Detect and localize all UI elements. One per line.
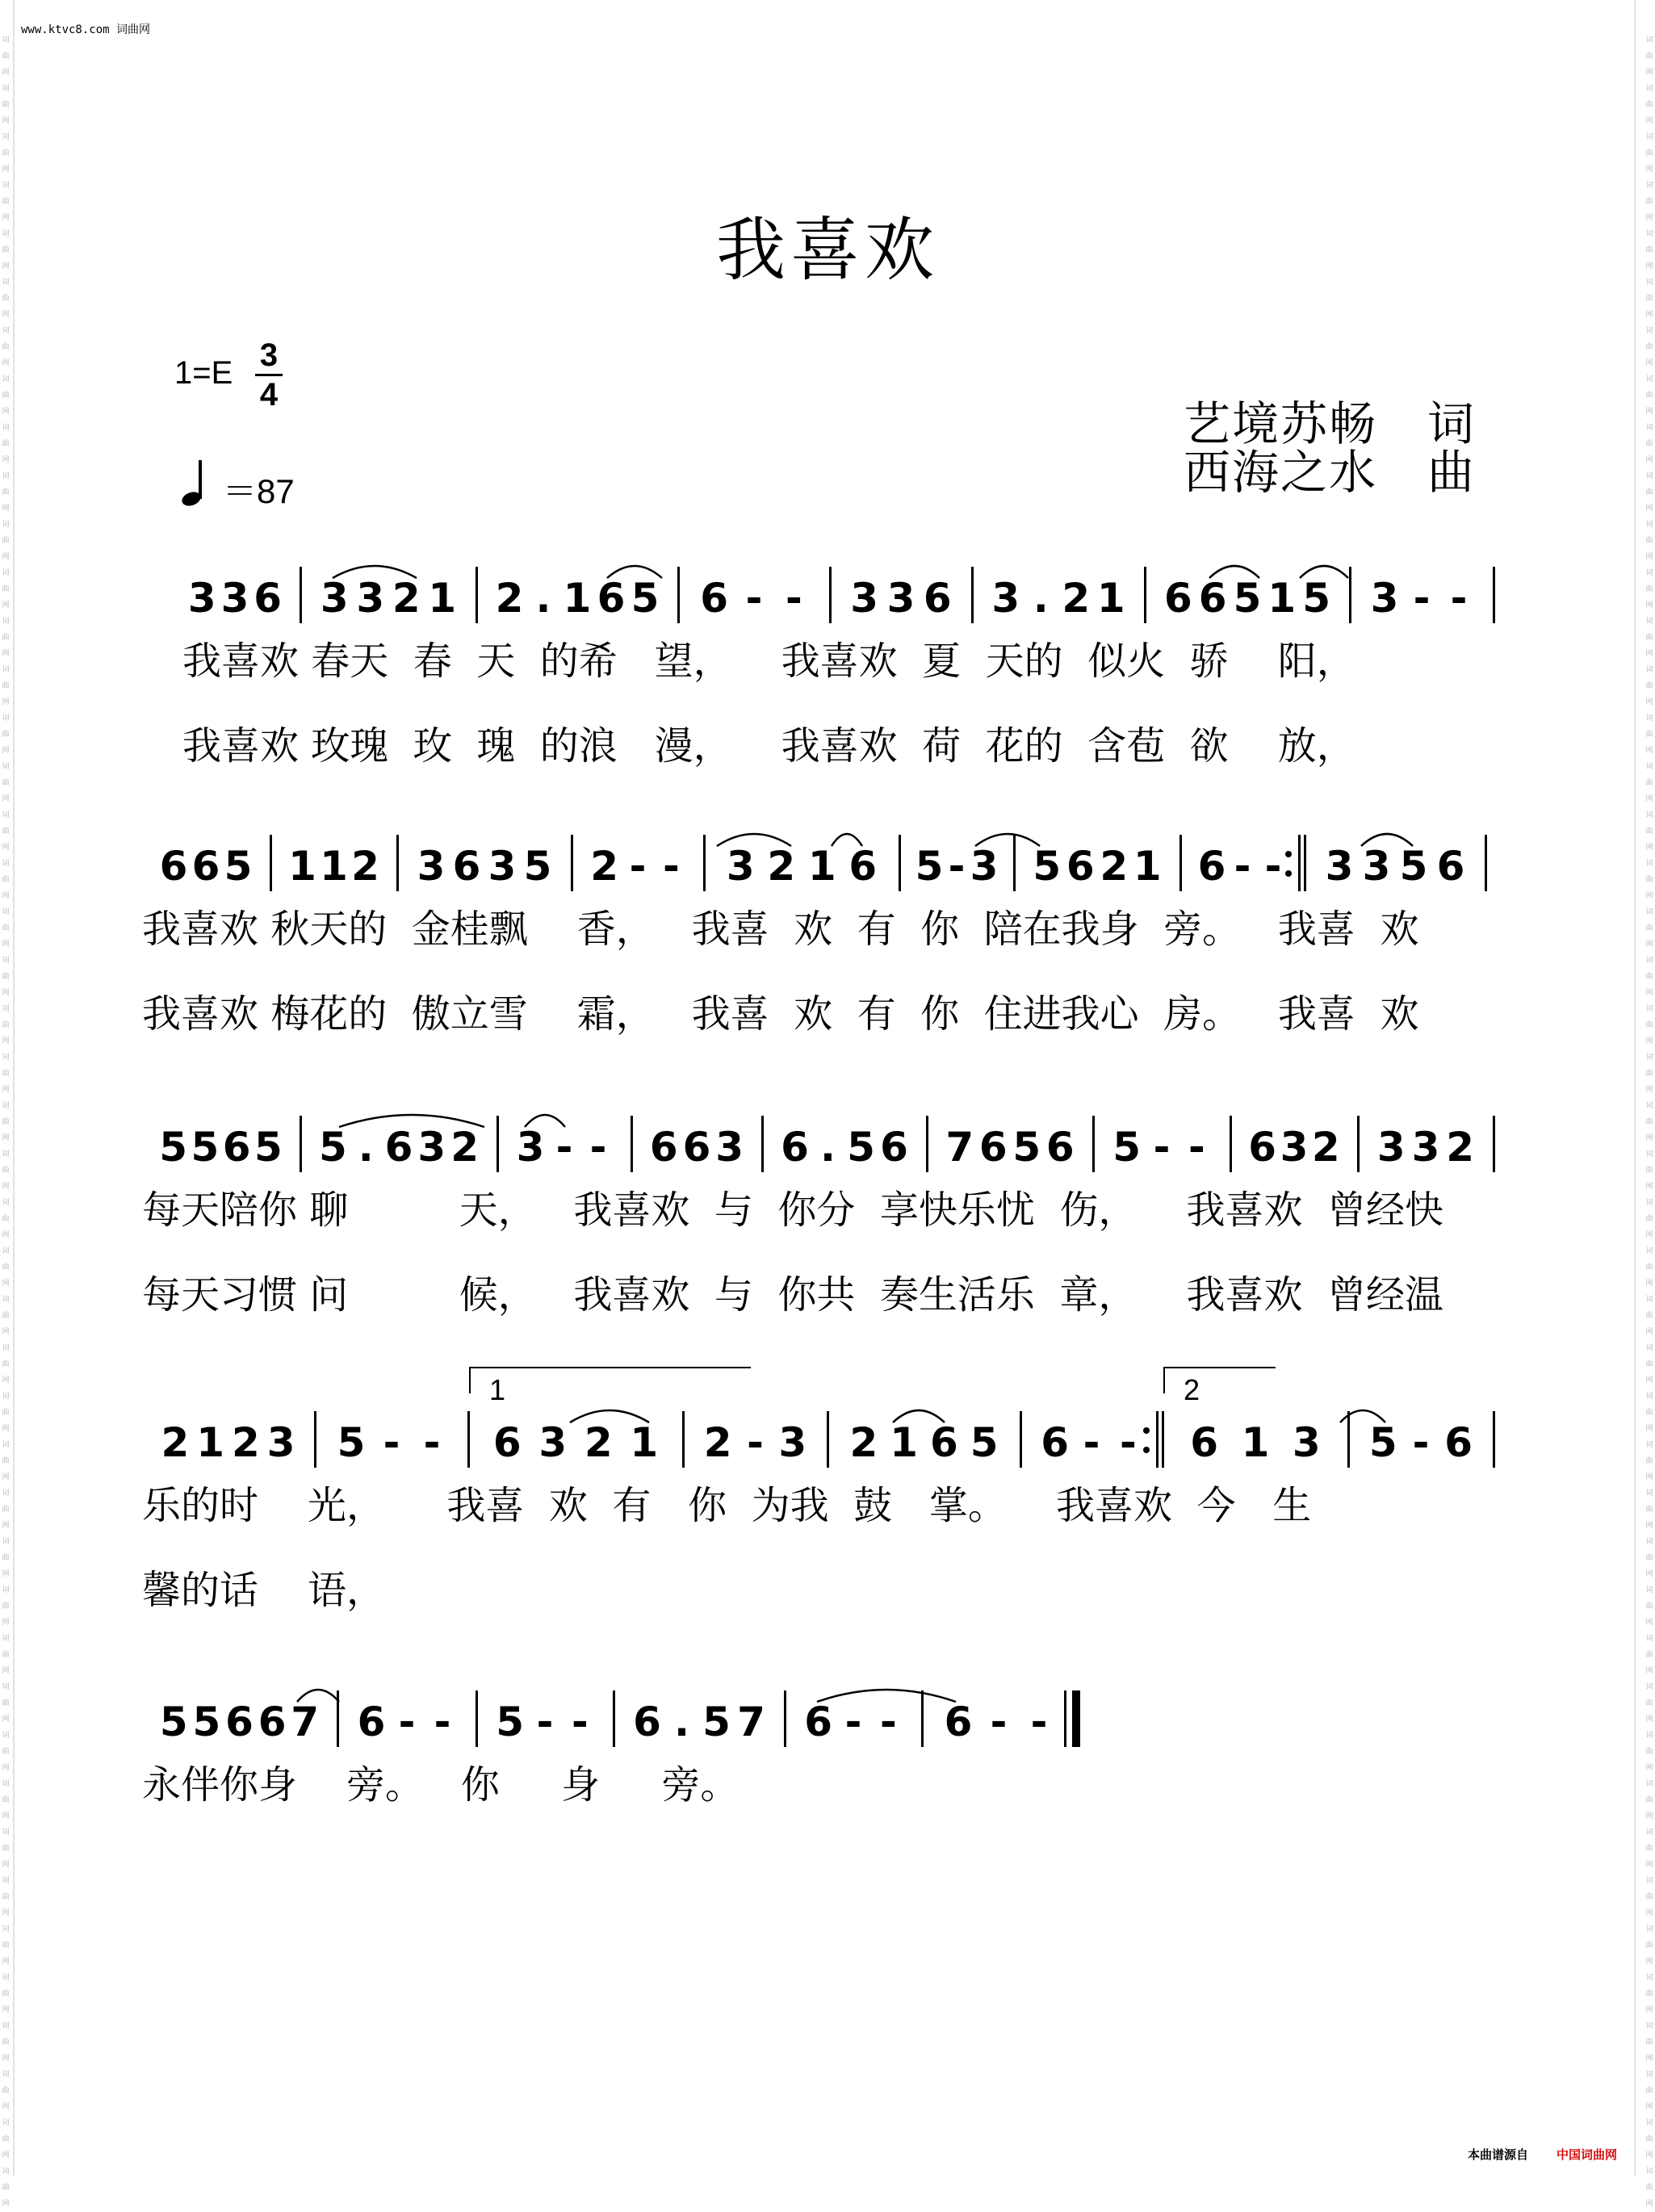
bar-line — [899, 835, 901, 891]
bar-line — [703, 835, 706, 891]
repeat-dot — [1285, 870, 1292, 877]
note-s3-m1-2: - — [423, 1419, 441, 1466]
note-s1-m0-0: 6 — [159, 843, 188, 890]
note-s0-m6-2: 5 — [1233, 575, 1262, 622]
note-s4-m0-3: 6 — [258, 1699, 287, 1745]
side-watermark-right: 词曲网词曲网词曲网词曲网词曲网词曲网词曲网词曲网词曲网词曲网词曲网词曲网词曲网词曲网词曲网词曲网词曲网词曲网词曲网词曲网词曲网词曲网词曲网词曲网词曲网词曲网词曲网词曲网词曲网词曲网词曲网词曲网词曲网词曲网词曲网词曲网词曲网词曲网词曲网词曲网词曲网词曲网词曲网词曲网词曲网 — [1645, 36, 1653, 2208]
bar-line — [613, 1690, 615, 1747]
note-s3-m2-1: 3 — [538, 1419, 568, 1466]
note-s0-m4-1: 3 — [886, 575, 915, 622]
note-s1-m3-2: - — [662, 843, 680, 890]
note-s4-m0-4: 7 — [291, 1699, 320, 1745]
note-s2-m5-1: 6 — [978, 1124, 1008, 1171]
note-s4-m2-1: - — [536, 1699, 554, 1745]
note-s3-m2-0: 6 — [492, 1419, 522, 1466]
note-s2-m7-2: 2 — [1311, 1124, 1340, 1171]
note-s3-m3-1: - — [747, 1419, 764, 1466]
note-s1-m4-1: 2 — [767, 843, 796, 890]
volta-bracket-2 — [1164, 1368, 1276, 1393]
note-s1-m4-3: 6 — [848, 843, 878, 890]
bar-line — [1020, 1411, 1022, 1468]
note-s3-m7-2: 6 — [1444, 1419, 1473, 1466]
bar-line — [300, 567, 302, 623]
lyric-line: 每天习惯 问 候， 我喜欢 与 你共 奏生活乐 章， 我喜欢 曾经温 — [142, 1272, 1443, 1318]
note-s1-m4-0: 3 — [726, 843, 755, 890]
bar-line — [467, 1411, 470, 1468]
note-s0-m6-3: 1 — [1267, 575, 1297, 622]
repeat-line — [1156, 1411, 1158, 1468]
note-s1-m7-2: - — [1264, 843, 1282, 890]
note-s0-m1-3: 1 — [428, 575, 457, 622]
footer-source: 本曲谱源自 — [1468, 2147, 1529, 2162]
note-s4-m3-1: . — [674, 1699, 689, 1745]
note-s0-m2-3: 6 — [597, 575, 626, 622]
note-s4-m5-2: - — [1030, 1699, 1048, 1745]
note-s0-m2-0: 2 — [495, 575, 524, 622]
repeat-dot — [1285, 851, 1292, 857]
note-s4-m3-0: 6 — [633, 1699, 661, 1745]
note-s2-m5-0: 7 — [945, 1124, 974, 1171]
note-s3-m4-3: 5 — [970, 1419, 999, 1466]
note-s3-m2-2: 2 — [584, 1419, 613, 1466]
note-s4-m4-2: - — [879, 1699, 897, 1745]
bar-line — [476, 567, 478, 623]
side-watermark-left: 词曲网词曲网词曲网词曲网词曲网词曲网词曲网词曲网词曲网词曲网词曲网词曲网词曲网词曲网词曲网词曲网词曲网词曲网词曲网词曲网词曲网词曲网词曲网词曲网词曲网词曲网词曲网词曲网词曲网词曲网词曲网词曲网词曲网词曲网词曲网词曲网词曲网词曲网词曲网词曲网词曲网词曲网词曲网词曲网词曲网 — [2, 36, 10, 2208]
note-s2-m7-1: 3 — [1280, 1124, 1309, 1171]
bar-line — [270, 835, 272, 891]
note-s0-m5-3: 1 — [1096, 575, 1125, 622]
lyric-line: 每天陪你 聊 天， 我喜欢 与 你分 享快乐忧 伤， 我喜欢 曾经快 — [142, 1188, 1443, 1233]
note-s4-m2-2: - — [571, 1699, 589, 1745]
note-s3-m0-3: 3 — [266, 1419, 295, 1466]
note-s0-m0-0: 3 — [187, 575, 216, 622]
bar-final — [1072, 1690, 1080, 1747]
note-s0-m6-1: 6 — [1198, 575, 1227, 622]
bar-line — [314, 1411, 316, 1468]
note-s1-m1-1: 1 — [320, 843, 348, 890]
note-s0-m7-2: - — [1450, 575, 1468, 622]
note-s1-m8-2: 5 — [1399, 843, 1428, 890]
note-s3-m4-1: 1 — [890, 1419, 919, 1466]
bar-thin — [1064, 1690, 1066, 1747]
note-s4-m0-1: 5 — [192, 1699, 221, 1745]
note-s1-m8-0: 3 — [1325, 843, 1354, 890]
note-s1-m2-0: 3 — [417, 843, 446, 890]
note-s1-m7-0: 6 — [1197, 843, 1226, 890]
note-s0-m2-2: 1 — [563, 575, 592, 622]
bar-line — [1179, 835, 1182, 891]
note-s3-m4-2: 6 — [929, 1419, 958, 1466]
lyric-line: 乐的时 光， 我喜 欢 有 你 为我 鼓 掌。 我喜欢 今 生 — [142, 1483, 1312, 1528]
meter-bottom: 4 — [259, 377, 279, 413]
note-s3-m5-1: - — [1083, 1419, 1100, 1466]
bar-line — [971, 567, 974, 623]
note-s0-m1-1: 3 — [356, 575, 385, 622]
site-url[interactable]: www.ktvc8.com 词曲网 — [21, 23, 151, 36]
note-s0-m7-1: - — [1413, 575, 1431, 622]
bar-line — [784, 1690, 786, 1747]
note-s0-m1-2: 2 — [392, 575, 421, 622]
note-s0-m4-0: 3 — [850, 575, 879, 622]
note-s2-m0-1: 5 — [191, 1124, 220, 1171]
lyric-line: 永伴你身 旁。 你 身 旁。 — [142, 1762, 740, 1808]
note-s2-m4-0: 6 — [781, 1124, 809, 1171]
bar-line — [1357, 1116, 1360, 1172]
composer-role: 曲 — [1427, 445, 1477, 500]
note-s1-m7-1: - — [1234, 843, 1251, 890]
note-s4-m5-1: - — [990, 1699, 1008, 1745]
note-s4-m4-0: 6 — [804, 1699, 833, 1745]
note-s2-m8-0: 3 — [1376, 1124, 1406, 1171]
lyric-line: 馨的话 语， — [142, 1568, 386, 1613]
bar-line — [1349, 567, 1351, 623]
note-s2-m1-2: 6 — [384, 1124, 413, 1171]
lyric-line: 我喜欢 梅花的 傲立雪 霜， 我喜 欢 有 你 住进我心 房。 我喜 欢 — [142, 991, 1419, 1037]
bar-line — [1230, 1116, 1232, 1172]
note-s3-m6-2: 3 — [1292, 1419, 1321, 1466]
note-s2-m4-3: 6 — [880, 1124, 908, 1171]
note-s1-m3-0: 2 — [590, 843, 619, 890]
note-s2-m0-3: 5 — [253, 1124, 283, 1171]
note-s4-m1-1: - — [398, 1699, 416, 1745]
note-s3-m5-2: - — [1119, 1419, 1137, 1466]
volta-number-1: 1 — [489, 1373, 506, 1406]
note-s2-m2-0: 3 — [516, 1124, 545, 1171]
bar-line — [682, 1411, 685, 1468]
note-s3-m7-1: - — [1412, 1419, 1430, 1466]
note-s3-m3-2: 3 — [778, 1419, 807, 1466]
note-s4-m2-0: 5 — [496, 1699, 525, 1745]
note-s1-m2-1: 6 — [452, 843, 481, 890]
note-s1-m4-2: 1 — [807, 843, 836, 890]
note-s1-m2-3: 5 — [523, 843, 552, 890]
lyric-line: 我喜欢 玫瑰 玫 瑰 的浪 漫， 我喜欢 荷 花的 含苞 欲 放， — [182, 723, 1355, 769]
meter-top: 3 — [259, 337, 279, 373]
volta-number-2: 2 — [1184, 1373, 1200, 1406]
note-s2-m8-2: 2 — [1446, 1124, 1475, 1171]
note-s3-m6-0: 6 — [1190, 1419, 1219, 1466]
bar-line — [677, 567, 680, 623]
repeat-line — [1298, 835, 1301, 891]
bar-line — [926, 1116, 928, 1172]
note-s2-m0-2: 6 — [222, 1124, 251, 1171]
note-s4-m3-2: 5 — [702, 1699, 731, 1745]
note-s2-m1-1: . — [358, 1124, 374, 1171]
note-s3-m0-0: 2 — [161, 1419, 190, 1466]
bar-line — [300, 1116, 302, 1172]
note-s0-m4-2: 6 — [923, 575, 952, 622]
bar-line — [1144, 567, 1146, 623]
note-s2-m5-3: 6 — [1045, 1124, 1075, 1171]
note-s0-m6-0: 6 — [1164, 575, 1192, 622]
note-s1-m5-1: - — [948, 843, 966, 890]
note-s1-m1-2: 2 — [351, 843, 379, 890]
note-s1-m6-2: 2 — [1100, 843, 1129, 890]
note-s0-m2-1: . — [535, 575, 551, 622]
note-s2-m0-0: 5 — [159, 1124, 188, 1171]
note-s2-m4-1: . — [820, 1124, 836, 1171]
note-s0-m2-4: 5 — [631, 575, 660, 622]
note-s0-m3-2: - — [785, 575, 802, 622]
key-signature: 1=E — [174, 355, 233, 391]
note-s0-m5-0: 3 — [991, 575, 1020, 622]
note-s2-m2-1: - — [555, 1124, 573, 1171]
note-s0-m5-2: 2 — [1062, 575, 1091, 622]
note-s1-m6-0: 5 — [1033, 843, 1062, 890]
note-s1-m5-0: 5 — [915, 843, 944, 890]
bar-line — [571, 835, 573, 891]
bar-line — [1347, 1411, 1350, 1468]
tempo-marking: ＝87 — [223, 472, 295, 510]
note-s2-m1-4: 2 — [450, 1124, 479, 1171]
bar-line — [1493, 567, 1495, 623]
note-s3-m1-0: 5 — [337, 1419, 366, 1466]
song-title: 我喜欢 — [716, 210, 939, 291]
note-s0-m3-0: 6 — [700, 575, 729, 622]
note-s3-m4-0: 2 — [849, 1419, 878, 1466]
note-s1-m8-1: 3 — [1362, 843, 1391, 890]
note-s3-m3-0: 2 — [703, 1419, 732, 1466]
note-s2-m4-2: 5 — [847, 1124, 875, 1171]
bar-line — [631, 1116, 633, 1172]
note-s3-m7-0: 5 — [1368, 1419, 1397, 1466]
note-s1-m8-3: 6 — [1436, 843, 1465, 890]
note-s4-m0-2: 6 — [225, 1699, 253, 1745]
note-s0-m1-0: 3 — [320, 575, 349, 622]
bar-line — [497, 1116, 499, 1172]
note-s0-m0-1: 3 — [220, 575, 249, 622]
bar-line — [1013, 835, 1016, 891]
note-s4-m3-3: 7 — [737, 1699, 765, 1745]
note-s2-m3-1: 6 — [682, 1124, 711, 1171]
note-s0-m0-2: 6 — [253, 575, 283, 622]
bar-line — [829, 567, 832, 623]
note-s2-m8-1: 3 — [1411, 1124, 1440, 1171]
repeat-dot — [1143, 1427, 1150, 1434]
note-s4-m1-0: 6 — [357, 1699, 386, 1745]
lyric-line: 我喜欢 春天 春 天 的希 望， 我喜欢 夏 天的 似火 骄 阳， — [182, 639, 1355, 684]
note-s0-m3-1: - — [745, 575, 763, 622]
note-s2-m3-0: 6 — [649, 1124, 678, 1171]
lyricist-name: 艺境苏畅 — [1184, 396, 1378, 451]
repeat-dot — [1143, 1447, 1150, 1453]
lyric-line: 我喜欢 秋天的 金桂飘 香， 我喜 欢 有 你 陪在我身 旁。 我喜 欢 — [142, 907, 1419, 952]
note-s2-m6-0: 5 — [1112, 1124, 1142, 1171]
note-s1-m6-1: 6 — [1066, 843, 1095, 890]
note-s1-m5-2: 3 — [970, 843, 999, 890]
bar-line — [1485, 835, 1487, 891]
note-s4-m0-0: 5 — [159, 1699, 188, 1745]
footer-brand-link[interactable]: 中国词曲网 — [1557, 2147, 1618, 2162]
note-s2-m7-0: 6 — [1248, 1124, 1277, 1171]
note-s1-m2-2: 3 — [488, 843, 517, 890]
lyricist-role: 词 — [1427, 396, 1477, 451]
note-s2-m3-2: 3 — [715, 1124, 744, 1171]
bar-line — [761, 1116, 764, 1172]
note-s2-m1-0: 5 — [319, 1124, 347, 1171]
note-s4-m5-0: 6 — [944, 1699, 973, 1745]
note-s3-m0-2: 2 — [231, 1419, 260, 1466]
note-s1-m3-1: - — [629, 843, 647, 890]
note-s3-m1-1: - — [383, 1419, 400, 1466]
note-s1-m6-3: 1 — [1133, 843, 1162, 890]
note-s0-m6-4: 5 — [1302, 575, 1330, 622]
note-s2-m1-3: 3 — [417, 1124, 446, 1171]
note-s3-m6-1: 1 — [1241, 1419, 1270, 1466]
bar-line — [396, 835, 399, 891]
note-s2-m6-1: - — [1153, 1124, 1171, 1171]
note-s3-m2-3: 1 — [630, 1419, 659, 1466]
composer-name: 西海之水 — [1184, 445, 1378, 500]
note-s1-m1-0: 1 — [288, 843, 316, 890]
note-s1-m0-1: 6 — [191, 843, 220, 890]
bar-line — [1162, 1411, 1164, 1468]
bar-line — [1092, 1116, 1095, 1172]
bar-line — [1493, 1116, 1495, 1172]
note-s2-m6-2: - — [1188, 1124, 1205, 1171]
bar-line — [1493, 1411, 1495, 1468]
note-s4-m1-2: - — [434, 1699, 451, 1745]
bar-line — [827, 1411, 829, 1468]
note-s4-m4-1: - — [844, 1699, 862, 1745]
bar-line — [1304, 835, 1306, 891]
bar-line — [921, 1690, 924, 1747]
note-s0-m5-1: . — [1033, 575, 1049, 622]
note-s2-m5-2: 5 — [1012, 1124, 1041, 1171]
note-s3-m5-0: 6 — [1041, 1419, 1070, 1466]
note-s3-m0-1: 1 — [196, 1419, 225, 1466]
volta-bracket-1 — [470, 1368, 751, 1393]
note-s1-m0-2: 5 — [224, 843, 253, 890]
note-s0-m7-0: 3 — [1370, 575, 1399, 622]
bar-line — [476, 1690, 478, 1747]
note-s2-m2-2: - — [589, 1124, 607, 1171]
